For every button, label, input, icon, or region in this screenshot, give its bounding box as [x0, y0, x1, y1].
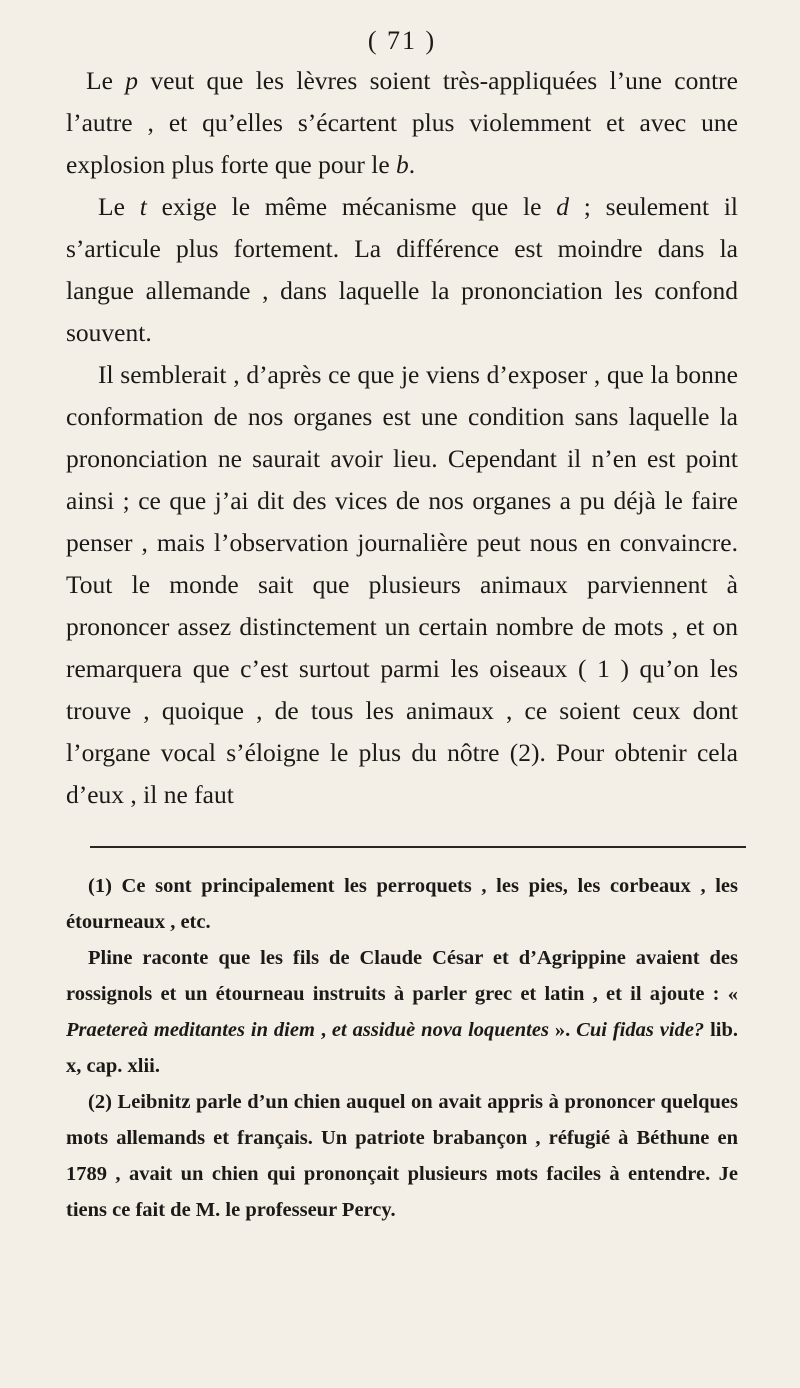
fn1b-text-b: , [314, 1019, 332, 1041]
p1-text-b: veut que les lèvres soient très-appliquées l’une contre l’autre , et qu’elles s’écartent plus violemment et avec une explosion plus forte que pour le [66, 66, 738, 179]
p2-text-a: Le [98, 192, 140, 221]
fn1b-quote-2: et assiduè nova loquentes [331, 1019, 549, 1041]
p1-text-a: Le [86, 66, 126, 95]
main-text [66, 60, 738, 816]
p2-text-c: ; seulement il s’articule plus fortement. La différence est moindre dans la langue allemande , dans laquelle la prononciation les confond souvent. [66, 192, 738, 347]
paragraph-1 [66, 60, 738, 186]
fn1b-text-c: ». [548, 1019, 577, 1041]
p2-letter-t: t [139, 192, 147, 221]
p1-text-c: . [408, 150, 416, 179]
p1-letter-p: p [125, 66, 138, 95]
p2-letter-d: d [556, 192, 569, 221]
p2-text-b: exige le même mécanisme que le [146, 192, 557, 221]
footnote-2: (2) Leibnitz parle d’un chien auquel on avait appris à prononcer quelques mots allemands et français. Un patriote brabançon , réfugié à Béthune en 1789 , avait un chien qui prononçait plusieurs mots faciles à entendre. Je tiens ce fait de M. le professeur Percy. [66, 1091, 738, 1221]
footnote-divider [90, 846, 746, 848]
page-number: ( 71 ) [367, 26, 437, 55]
p1-letter-b: b [396, 150, 409, 179]
fn1b-ref: lib. x, cap. xlii. [66, 1019, 739, 1077]
footnote-1: (1) Ce sont principalement les perroquets , les pies, les corbeaux , les étourneaux , etc. [66, 875, 738, 933]
footnote-1-continued [66, 940, 738, 1084]
fn1b-quote: Praetereà meditantes in diem [66, 1019, 315, 1041]
fn1b-ref-italic: Cui fidas vide? [576, 1019, 705, 1041]
footnotes [66, 868, 738, 1228]
paragraph-3: Il semblerait , d’après ce que je viens d’exposer , que la bonne conformation de nos organes est une condition sans laquelle la prononciation ne saurait avoir lieu. Cependant il n’en est point ainsi ; ce que j’ai dit des vices de nos organes a pu déjà le faire penser , mais l’observation journalière peut nous en convaincre. Tout le monde sait que plusieurs animaux parviennent à prononcer assez distinctement un certain nombre de mots , et on remarquera que c’est surtout parmi les oiseaux ( 1 ) qu’on les trouve , quoique , de tous les animaux , ce soient ceux dont l’organe vocal s’éloigne le plus du nôtre (2). Pour obtenir cela d’eux , il ne faut [66, 360, 738, 809]
fn1b-text-a: Pline raconte que les fils de Claude César et d’Agrippine avaient des rossignols et un étourneau instruits à parler grec et latin , et il ajoute : « [66, 947, 738, 1005]
paragraph-2 [66, 186, 738, 354]
